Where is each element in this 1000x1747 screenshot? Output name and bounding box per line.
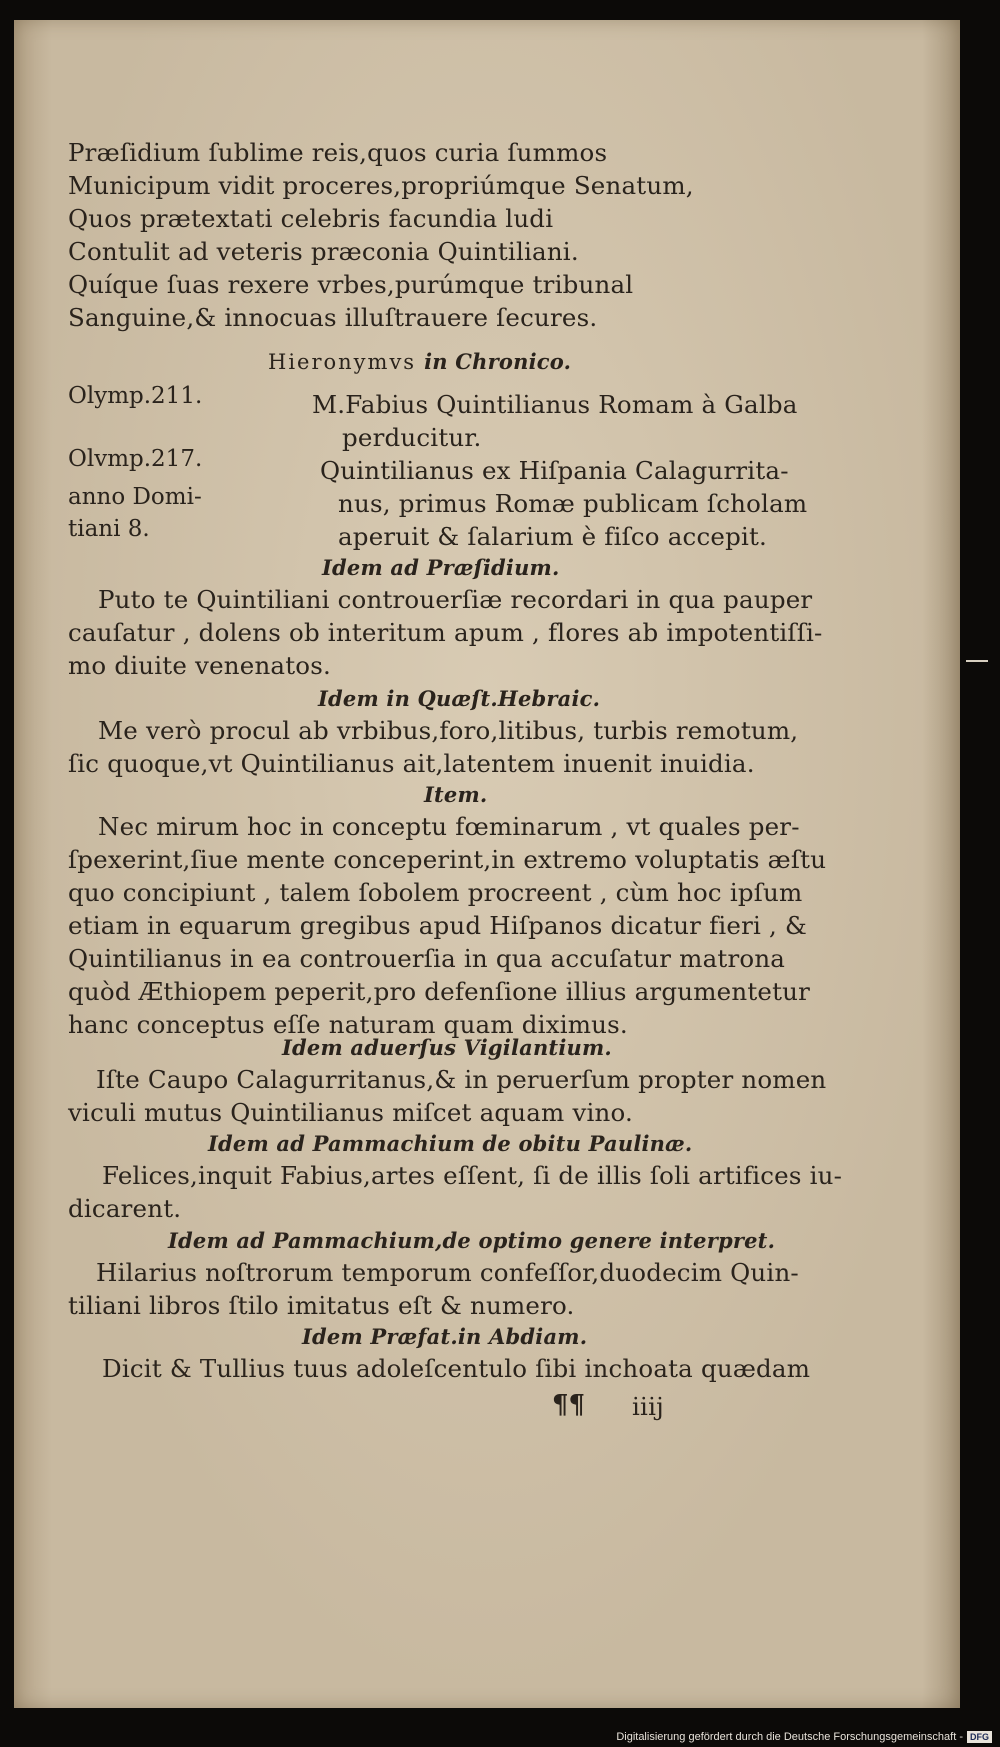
section-line: dicarent. [68,1194,182,1223]
section-heading: Item. [424,782,488,807]
poem-line: Quíque ſuas rexere vrbes,purúmque tribunal [68,270,634,299]
margin-note: Olvmp.217. [68,446,203,472]
section-heading: Idem aduerſus Vigilantium. [282,1035,612,1060]
section-line: Iſte Caupo Calagurritanus,& in peruerſum propter nomen [96,1065,827,1094]
margin-note: tiani 8. [68,516,150,542]
section-heading-hieronymus [268,346,571,375]
section-line: Felices,inquit Fabius,artes eſſent, ſi de illis ſoli artifices iu- [102,1161,843,1190]
signature-mark: ¶¶ [552,1390,586,1420]
poem-line: Quos prætextati celebris facundia ludi [68,204,554,233]
section-line: ſpexerint,ſiue mente conceperint,in extremo voluptatis æſtu [68,845,827,874]
section-line: Dicit & Tullius tuus adoleſcentulo ſibi inchoata quædam [102,1354,811,1383]
heading-caps: Hieronymvs [268,350,417,374]
section-line: Me verò procul ab vrbibus,foro,litibus, turbis remotum, [98,716,799,745]
section-line: ſic quoque,vt Quintilianus ait,latentem inuenit inuidia. [68,749,755,778]
chronicle-line: aperuit & ſalarium è fiſco accepit. [338,522,768,551]
heading-italic: in Chronico. [424,349,572,374]
dfg-logo: DFG [967,1731,992,1743]
section-line: Quintilianus in ea controuerſia in qua accuſatur matrona [68,944,786,973]
footer-text: Digitalisierung gefördert durch die Deutsche Forschungsgemeinschaft - [616,1731,963,1743]
section-heading: Idem in Quæſt.Hebraic. [318,686,601,711]
section-line: viculi mutus Quintilianus miſcet aquam vino. [68,1098,634,1127]
digitization-footer [616,1731,992,1743]
section-line: quo concipiunt , talem ſobolem procreent , cùm hoc ipſum [68,878,803,907]
poem-line: Sanguine,& innocuas illuſtrauere ſecures. [68,303,598,332]
section-line: mo diuite venenatos. [68,651,331,680]
section-heading: Idem ad Pammachium,de optimo genere interpret. [168,1228,776,1253]
section-line: Nec mirum hoc in conceptu fœminarum , vt quales per- [98,812,800,841]
margin-note: anno Domi- [68,484,202,510]
section-line: Puto te Quintiliani controuerſiæ recordari in qua pauper [98,585,813,614]
poem-line: Municipum vidit proceres,propriúmque Senatum, [68,171,694,200]
chronicle-line: Quintilianus ex Hiſpania Calagurrita- [320,456,789,485]
chronicle-line: perducitur. [342,423,482,452]
poem-line: Præſidium ſublime reis,quos curia ſummos [68,138,608,167]
margin-note: Olymp.211. [68,383,203,409]
section-line: etiam in equarum gregibus apud Hiſpanos dicatur fieri , & [68,911,808,940]
chronicle-line: nus, primus Romæ publicam ſcholam [338,489,808,518]
section-line: hanc conceptus eſſe naturam quam diximus. [68,1010,628,1039]
section-line: tiliani libros ſtilo imitatus eſt & numero. [68,1291,575,1320]
section-heading: Idem ad Pammachium de obitu Paulinæ. [208,1131,693,1156]
section-heading: Idem ad Præſidium. [322,555,560,580]
poem-line: Contulit ad veteris præconia Quintiliani. [68,237,579,266]
folio-number: iiij [632,1392,664,1421]
section-line: Hilarius noſtrorum temporum confeſſor,duodecim Quin- [96,1258,799,1287]
section-line: cauſatur , dolens ob interitum apum , flores ab impotentiſſi- [68,618,823,647]
section-heading: Idem Præfat.in Abdiam. [302,1324,588,1349]
chronicle-line: M.Fabius Quintilianus Romam à Galba [312,390,798,419]
section-line: quòd Æthiopem peperit,pro defenſione illius argumentetur [68,977,811,1006]
